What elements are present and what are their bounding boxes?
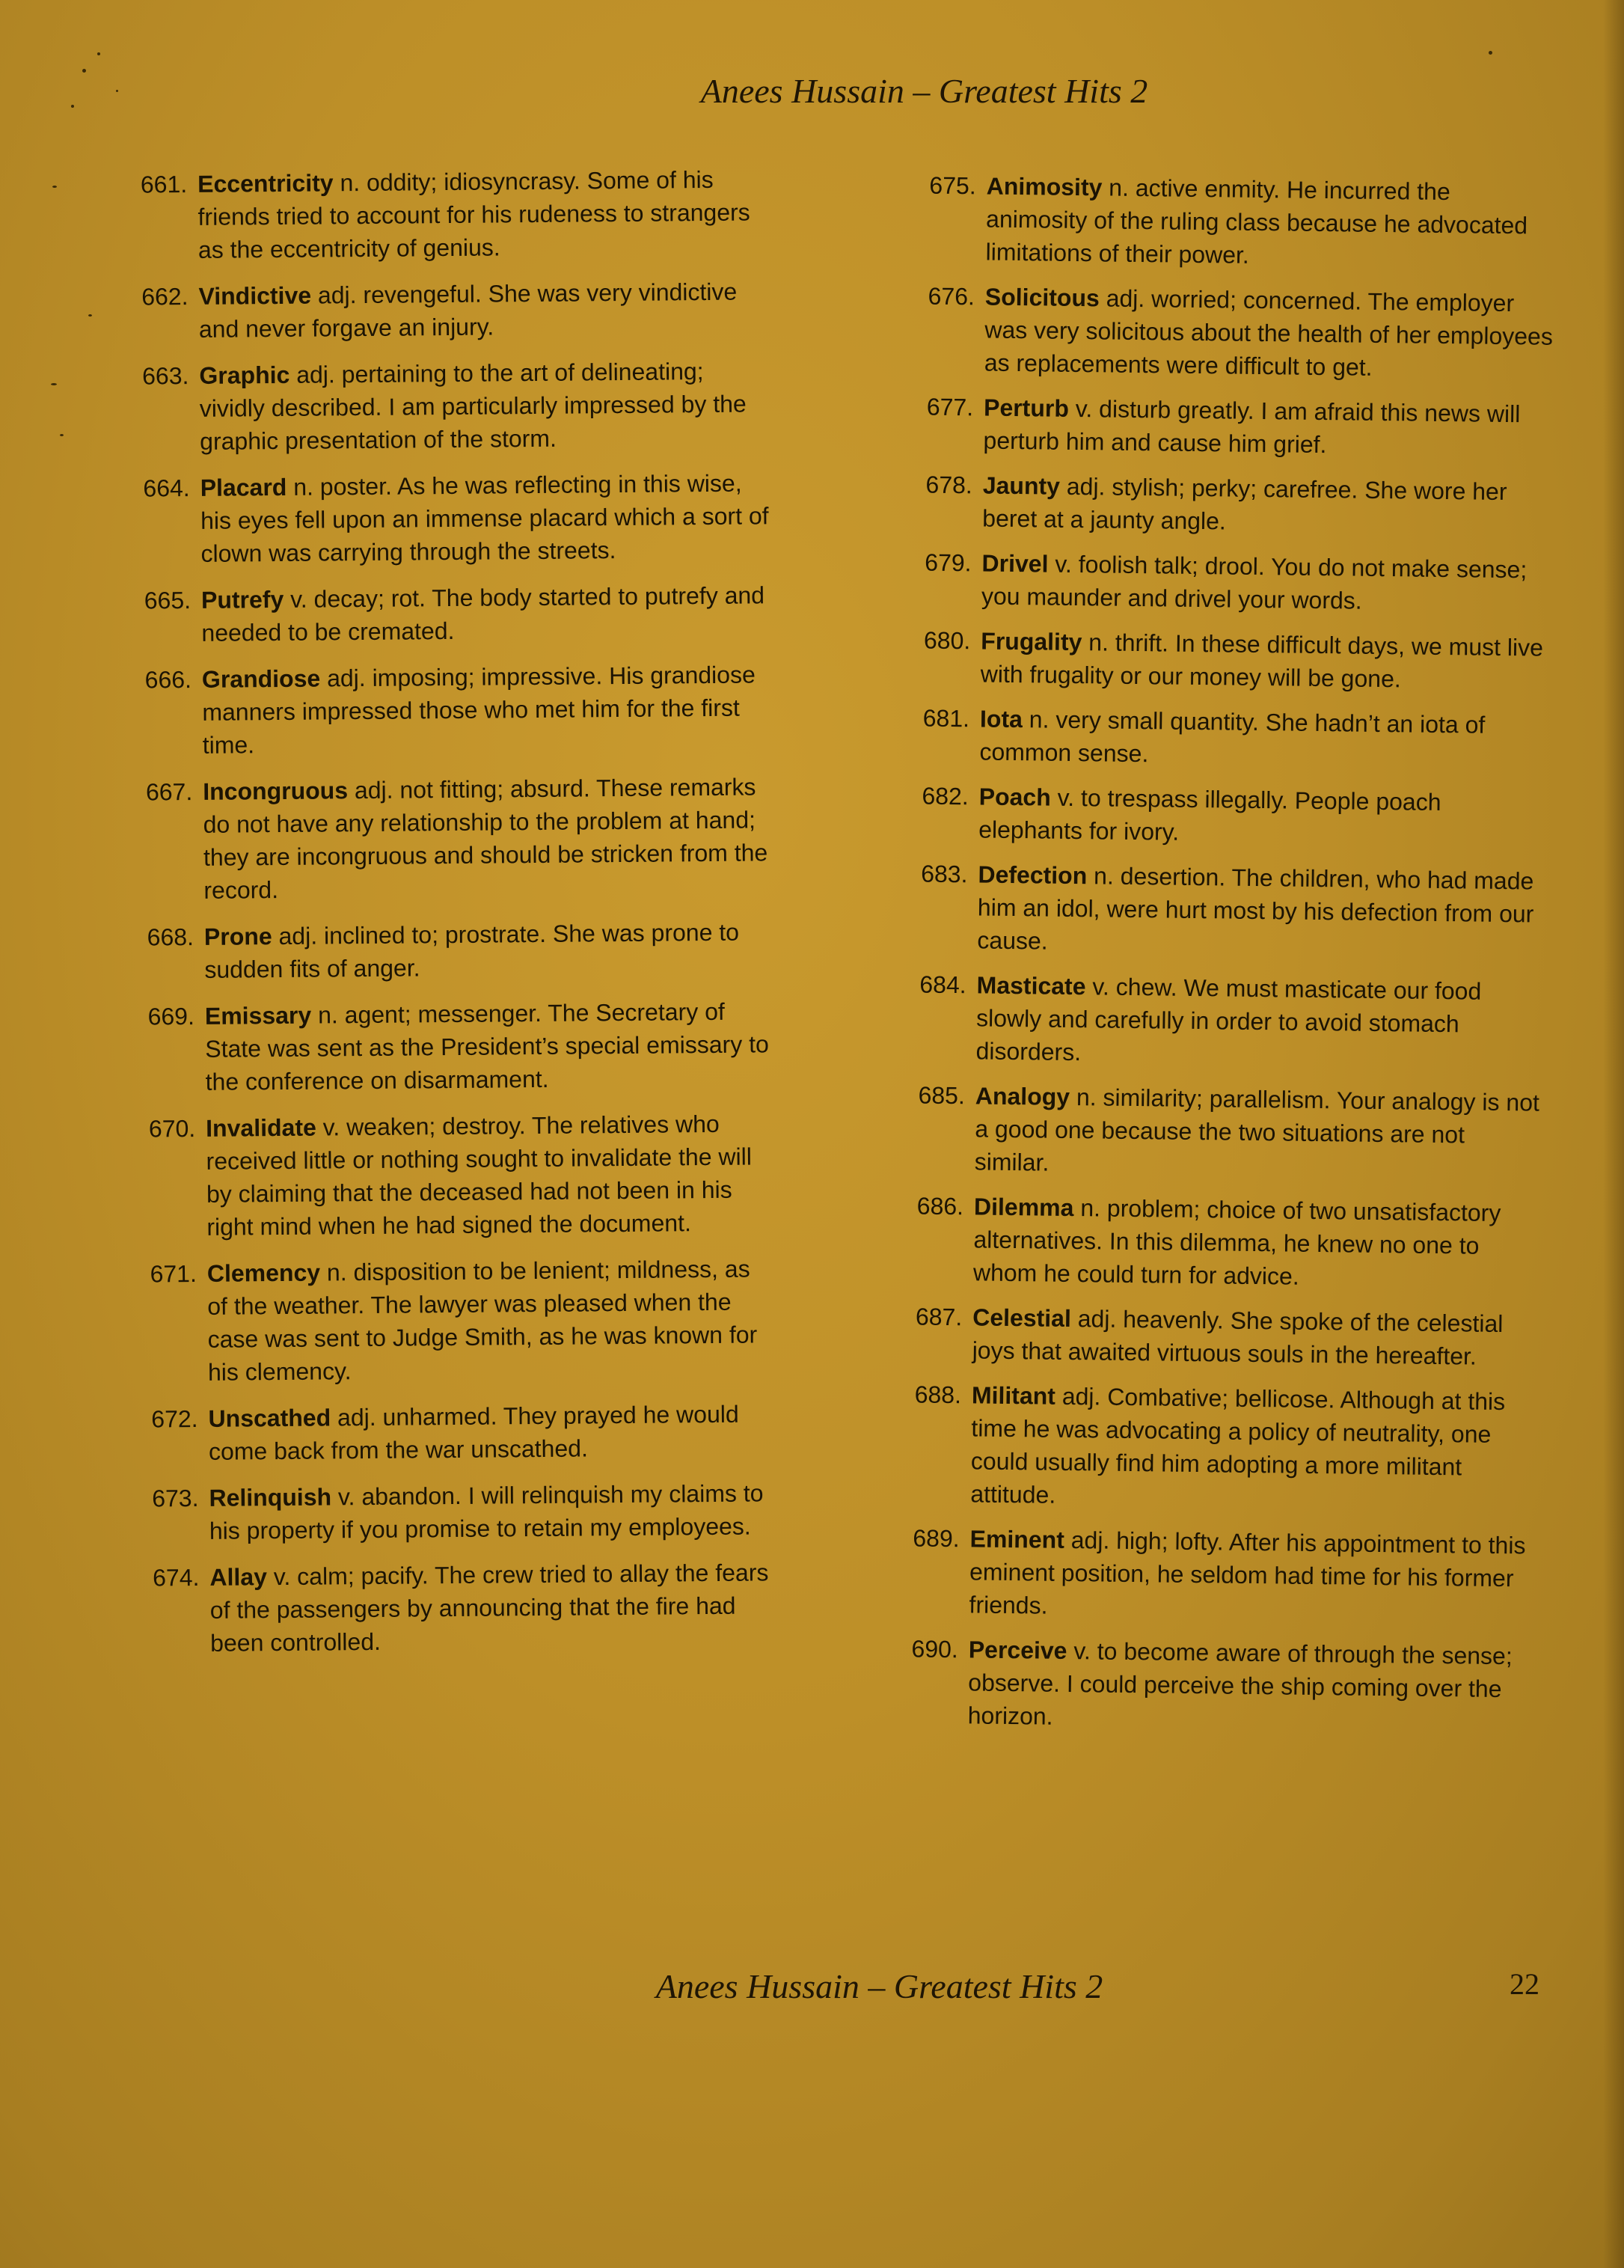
entry-body	[206, 1107, 776, 1244]
vocab-entry	[887, 623, 1561, 697]
entry-number: 676.	[928, 282, 975, 311]
entry-body	[204, 915, 773, 986]
entry-number: 690.	[911, 1635, 959, 1663]
entry-word: Defection	[978, 861, 1088, 890]
entry-definition: n. disposition to be lenient; mildness, as of the weather. The lawyer was pleased when the case was sent to Judge Smith, as he was known for his clemency.	[207, 1255, 758, 1386]
print-speck	[88, 314, 92, 317]
entry-word: Masticate	[976, 971, 1086, 1000]
entry-definition: v. disturb greatly. I am afraid this news will perturb him and cause him grief.	[983, 394, 1521, 459]
vocab-entry	[109, 658, 783, 762]
entry-definition: v. abandon. I will relinquish my claims to his property if you promise to retain my employees.	[209, 1479, 764, 1544]
vocab-entry	[882, 1078, 1557, 1185]
page-header: Anees Hussain – Greatest Hits 2	[700, 72, 1148, 110]
vocab-entry	[115, 1397, 789, 1469]
entry-number: 684.	[919, 971, 966, 999]
entry-word: Unscathed	[208, 1404, 331, 1432]
entry-body	[197, 162, 767, 266]
entry-word: Dilemma	[973, 1193, 1074, 1222]
entry-definition: n. desertion. The children, who had made him an idol, were hurt most by his defection from our cause.	[977, 862, 1534, 955]
entry-word: Clemency	[206, 1259, 321, 1287]
entry-definition: adj. imposing; impressive. His grandiose manners impressed those who met him for the first time.	[202, 661, 756, 759]
entry-word: Solicitous	[984, 283, 1100, 312]
vocab-entry	[877, 1378, 1552, 1517]
vocab-entry	[105, 275, 779, 346]
entry-body	[969, 1522, 1539, 1627]
entry-definition: adj. unharmed. They prayed he would come back from the war unscathed.	[208, 1400, 739, 1465]
entry-body	[981, 546, 1551, 619]
entry-word: Relinquish	[209, 1483, 332, 1512]
entry-word: Frugality	[981, 627, 1082, 656]
entry-body	[970, 1378, 1540, 1517]
entry-body	[975, 968, 1545, 1074]
entry-word: Grandiose	[201, 664, 321, 693]
entry-definition: adj. Combative; bellicose. Although at this time he was advocating a policy of neutrality, one could usually find him adopting a more militant attitude.	[970, 1382, 1506, 1509]
entry-body	[198, 275, 767, 346]
entry-number: 688.	[914, 1381, 962, 1409]
entry-definition: n. problem; choice of two unsatisfactory alternatives. In this dilemma, he knew no one to whom he could turn for advice.	[972, 1194, 1501, 1290]
vocab-entry	[883, 968, 1557, 1075]
vocab-entry	[112, 994, 786, 1099]
entry-word: Incongruous	[203, 777, 349, 805]
entry-number: 675.	[929, 171, 976, 200]
entry-number: 667.	[145, 778, 193, 806]
entry-number: 665.	[144, 587, 191, 614]
entry-definition: adj. revengeful. She was very vindictive and never forgave an injury.	[198, 278, 738, 343]
entry-number: 674.	[153, 1563, 200, 1592]
entry-word: Vindictive	[198, 281, 312, 310]
entry-body	[980, 624, 1549, 697]
entry-definition: adj. heavenly. She spoke of the celestial joys that awaited virtuous souls in the hereafter.	[972, 1305, 1504, 1370]
entry-number: 677.	[926, 393, 974, 421]
entry-word: Poach	[978, 783, 1051, 811]
vocab-entry	[116, 1476, 790, 1548]
vocab-entry	[892, 168, 1567, 275]
entry-number: 673.	[152, 1484, 199, 1512]
entry-body	[201, 578, 770, 649]
entry-body	[967, 1633, 1537, 1738]
vocab-entry	[113, 1107, 788, 1244]
entry-body	[978, 780, 1548, 852]
entry-definition: v. weaken; destroy. The relatives who received little or nothing sought to invalidate the will by claiming that the deceased had not been in his right mind when he had signed the document.	[206, 1110, 753, 1241]
entry-body	[972, 1300, 1541, 1373]
entry-number: 682.	[922, 782, 969, 810]
entry-body	[973, 1190, 1543, 1295]
entry-definition: v. chew. We must masticate our food slowly and carefully in order to avoid stomach disorders.	[975, 973, 1482, 1066]
entry-word: Emissary	[204, 1001, 312, 1030]
entry-definition: adj. high; lofty. After his appointment to this eminent position, he seldom had time for his former friends.	[969, 1526, 1526, 1619]
entry-number: 662.	[141, 283, 189, 311]
entry-word: Prone	[203, 923, 272, 950]
entry-body	[205, 994, 774, 1098]
vocab-entry	[111, 915, 785, 987]
entry-word: Analogy	[975, 1082, 1070, 1110]
entry-number: 683.	[920, 860, 968, 888]
vocab-entry	[876, 1521, 1551, 1628]
entry-word: Allay	[209, 1563, 268, 1591]
entry-definition: v. to become aware of through the sense; observe. I could perceive the ship coming over the horizon.	[967, 1636, 1513, 1730]
entry-body	[983, 391, 1552, 463]
entry-number: 669.	[147, 1002, 195, 1030]
left-column	[105, 162, 791, 1660]
entry-word: Eminent	[969, 1525, 1065, 1553]
entry-definition: n. similarity; parallelism. Your analogy is not a good one because the two situations are not similar.	[974, 1083, 1540, 1176]
entry-number: 689.	[913, 1524, 960, 1553]
entry-definition: adj. pertaining to the art of delineating; vividly described. I am particularly impressed by the graphic presentation of the storm.	[199, 358, 747, 455]
print-speck	[60, 434, 64, 436]
entry-number: 670.	[148, 1114, 196, 1143]
print-speck	[52, 186, 57, 188]
entry-definition: n. thrift. In these difficult days, we must live with frugality or our money will be gone.	[980, 629, 1544, 693]
entry-body	[203, 770, 773, 907]
vocab-entry	[879, 1300, 1553, 1374]
entry-number: 668.	[147, 923, 194, 951]
vocab-entry	[108, 466, 782, 571]
vocab-entry	[874, 1632, 1549, 1739]
entry-number: 664.	[143, 474, 190, 502]
page-number: 22	[1510, 1967, 1539, 2001]
entry-definition: v. calm; pacify. The crew tried to allay the fears of the passengers by announcing that the fire had been controlled.	[209, 1559, 769, 1657]
entry-definition: v. to trespass illegally. People poach elephants for ivory.	[978, 783, 1441, 846]
vocab-entry	[886, 701, 1560, 775]
entry-number: 679.	[925, 548, 972, 577]
page-footer: Anees Hussain – Greatest Hits 2	[655, 1967, 1103, 2005]
vocab-entry	[889, 468, 1563, 542]
vocab-entry	[880, 1189, 1555, 1296]
vocab-entry	[886, 779, 1560, 853]
entry-definition: adj. worried; concerned. The employer was very solicitous about the health of her employees as replacements were difficult to get.	[984, 284, 1554, 381]
entry-number: 685.	[918, 1081, 966, 1110]
entry-word: Drivel	[981, 549, 1049, 578]
entry-number: 671.	[150, 1259, 197, 1288]
entry-body	[199, 354, 768, 458]
entry-number: 678.	[925, 471, 973, 499]
entry-word: Animosity	[986, 172, 1103, 201]
entry-number: 661.	[140, 171, 188, 198]
entry-word: Perceive	[968, 1636, 1067, 1664]
print-speck	[51, 383, 57, 385]
entry-body	[207, 1252, 777, 1389]
vocab-entry	[114, 1252, 789, 1390]
entry-number: 687.	[915, 1303, 963, 1331]
print-speck	[1489, 51, 1492, 55]
entry-word: Invalidate	[206, 1113, 316, 1142]
entry-definition: adj. inclined to; prostrate. She was prone to sudden fits of anger.	[204, 918, 740, 983]
entry-definition: n. poster. As he was reflecting in this wise, his eyes fell upon an immense placard which a sort of clown was carrying through the streets.	[200, 469, 769, 567]
entry-word: Celestial	[972, 1303, 1072, 1333]
entry-definition: n. agent; messenger. The Secretary of State was sent as the President’s special emissary to the conference on disarmament.	[205, 997, 769, 1095]
entry-body	[209, 1556, 779, 1660]
entry-number: 686.	[916, 1192, 964, 1220]
right-column	[874, 168, 1566, 1739]
vocab-entry	[117, 1556, 791, 1660]
entry-word: Militant	[971, 1381, 1056, 1410]
entry-definition: adj. stylish; perky; carefree. She wore her beret at a jaunty angle.	[982, 472, 1507, 535]
entry-number: 672.	[151, 1404, 198, 1433]
entry-body	[975, 1079, 1545, 1185]
entry-body	[984, 281, 1554, 386]
entry-body	[202, 658, 771, 762]
vocab-entry	[108, 578, 782, 650]
entry-word: Jaunty	[982, 471, 1061, 500]
entry-number: 666.	[144, 666, 192, 694]
entry-number: 663.	[141, 362, 189, 390]
entry-word: Placard	[200, 473, 287, 501]
vocab-entry	[884, 857, 1559, 964]
entry-word: Graphic	[199, 361, 290, 389]
entry-number: 680.	[923, 626, 971, 655]
entry-definition: adj. not fitting; absurd. These remarks do not have any relationship to the problem at hand; they are incongruous and should be stricken from the record.	[203, 773, 768, 904]
entry-word: Eccentricity	[197, 169, 334, 198]
vocab-entry	[110, 770, 785, 908]
page-edge-shadow	[1603, 0, 1624, 2268]
entry-number: 681.	[922, 704, 970, 733]
entry-body	[209, 1476, 778, 1547]
entry-body	[200, 466, 770, 570]
vocab-entry	[889, 545, 1563, 620]
entry-definition: n. oddity; idiosyncrasy. Some of his friends tried to account for his rudeness to strangers as the eccentricity of genius.	[197, 165, 750, 263]
entry-definition: n. active enmity. He incurred the animosity of the ruling class because he advocated limitations of their power.	[985, 174, 1528, 269]
entry-definition: v. decay; rot. The body started to putrefy and needed to be cremated.	[201, 581, 765, 647]
entry-word: Iota	[979, 705, 1023, 733]
entry-definition: n. very small quantity. She hadn’t an iota of common sense.	[979, 706, 1486, 768]
print-speck	[97, 52, 100, 55]
entry-word: Perturb	[983, 394, 1070, 422]
entry-body	[979, 702, 1548, 774]
vocab-entry	[106, 354, 780, 459]
entry-body	[982, 468, 1551, 541]
entry-body	[977, 858, 1547, 963]
entry-body	[985, 170, 1555, 275]
vocab-entry	[890, 390, 1564, 464]
entry-word: Putrefy	[200, 585, 284, 614]
vocab-entry	[892, 279, 1566, 386]
entry-body	[208, 1397, 777, 1468]
vocab-entry	[105, 162, 779, 267]
entry-definition: v. foolish talk; drool. You do not make sense; you maunder and drivel your words.	[981, 550, 1528, 614]
